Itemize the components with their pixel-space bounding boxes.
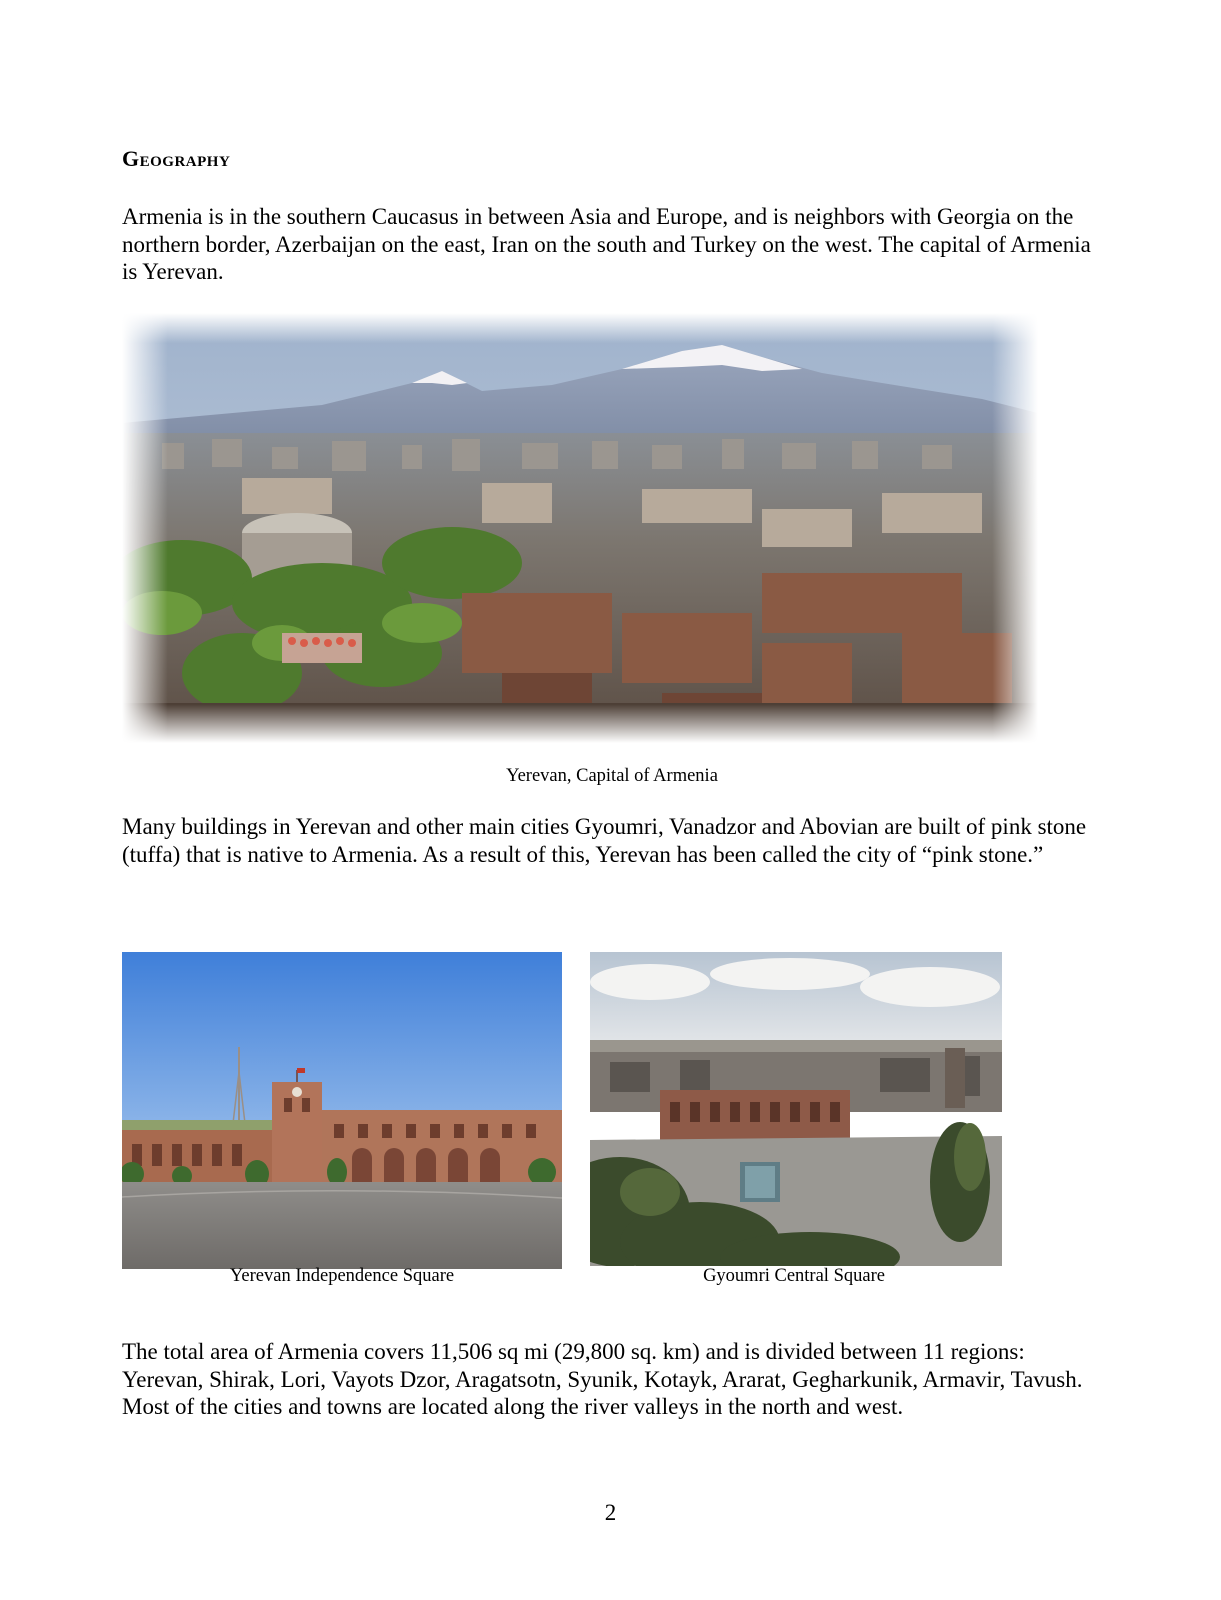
independence-square-caption: Yerevan Independence Square <box>229 1266 455 1286</box>
page-number: 2 <box>604 1500 617 1525</box>
independence-square-photo <box>122 952 562 1269</box>
buildings-paragraph: Many buildings in Yerevan and other main cities Gyoumri, Vanadzor and Abovian are built of pink stone (tuffa) that is native to Armenia. As a result of this, Yerevan has been called the city of “pink stone.” <box>122 814 1087 867</box>
intro-paragraph: Armenia is in the southern Caucasus in between Asia and Europe, and is neighbors with Georgia on the northern border, Azerbaijan on the east, Iran on the south and Turkey on the west. The capital of Armenia is Yerevan. <box>122 204 1091 284</box>
yerevan-photo-caption: Yerevan, Capital of Armenia <box>506 766 718 786</box>
gyoumri-square-caption: Gyoumri Central Square <box>703 1266 885 1286</box>
section-heading: Geography <box>122 146 231 171</box>
gyoumri-square-photo <box>590 952 1002 1266</box>
yerevan-panorama-photo <box>122 313 1038 743</box>
area-paragraph: The total area of Armenia covers 11,506 sq mi (29,800 sq. km) and is divided between 11 regions: Yerevan, Shirak, Lori, Vayots Dzor, Aragatsotn, Syunik, Kotayk, Ararat, Gegharkunik, Armavir, Tavush. Most of the cities and towns are located along the river valleys in the north and west. <box>122 1339 1083 1419</box>
